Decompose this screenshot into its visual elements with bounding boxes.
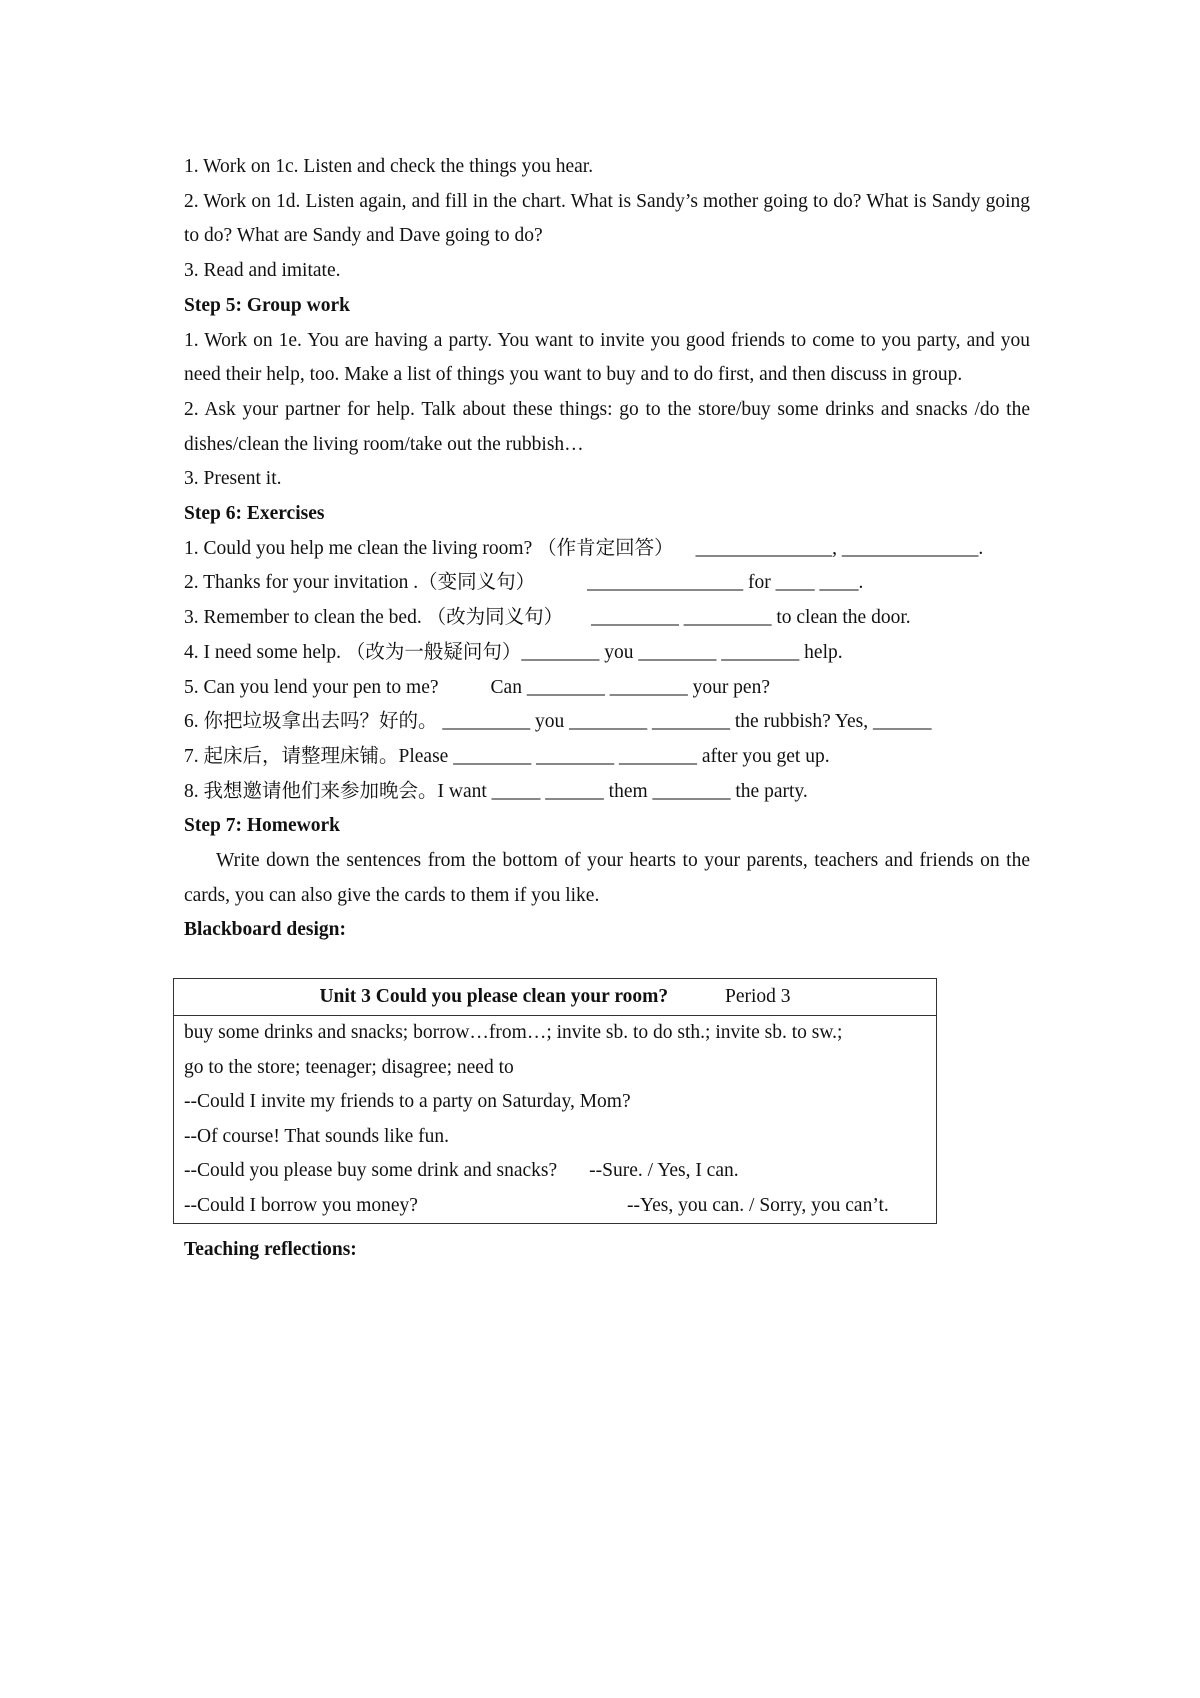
exercise-6: 6. 你把垃圾拿出去吗？好的。 _________ you ________ ________ the rubbish? Yes, ______ <box>184 711 932 733</box>
vocab-line-2: go to the store; teenager; disagree; need to <box>184 1056 514 1078</box>
step5-item-3: 3. Present it. <box>184 468 282 490</box>
homework-text: Write down the sentences from the bottom of your hearts to your parents, teachers and friends on the cards, you can also give the cards to them if you like. <box>184 850 1030 906</box>
dialog-pair-2-answer: --Yes, you can. / Sorry, you can’t. <box>627 1194 889 1216</box>
listen-item-3: 3. Read and imitate. <box>184 260 341 282</box>
exercise-8: 8. 我想邀请他们来参加晚会。I want _____ ______ them ________ the party. <box>184 780 808 802</box>
exercise-1-blanks: ______________, ______________. <box>695 537 984 559</box>
exercise-3-question: 3. Remember to clean the bed. （改为同义句） <box>184 607 564 629</box>
step6-heading: Step 6: Exercises <box>184 503 325 525</box>
vocab-line-1: buy some drinks and snacks; borrow…from…; invite sb. to do sth.; invite sb. to sw.; <box>184 1022 843 1043</box>
dialog-line-2: --Of course! That sounds like fun. <box>184 1125 449 1147</box>
exercise-5-blanks: Can ________ ________ your pen? <box>490 676 770 698</box>
exercise-5-question: 5. Can you lend your pen to me? <box>184 676 439 698</box>
exercise-4: 4. I need some help. （改为一般疑问句）________ you ________ ________ help. <box>184 641 843 663</box>
lesson-content <box>184 150 1030 948</box>
exercise-7: 7. 起床后，请整理床铺。Please ________ ________ ________ after you get up. <box>184 745 830 767</box>
blackboard-table-header <box>174 979 936 1016</box>
step5-item-1: 1. Work on 1e. You are having a party. You want to invite you good friends to come to you party, and you need their help, too. Make a list of things you want to buy and to do first, and then discuss in group. <box>184 329 1030 386</box>
exercise-3-blanks: _________ _________ to clean the door. <box>591 607 911 629</box>
dialog-pair-1 <box>184 1154 928 1189</box>
exercise-2 <box>184 566 1030 601</box>
blackboard-heading: Blackboard design: <box>184 919 346 941</box>
exercise-2-blanks: ________________ for ____ ____. <box>587 572 864 594</box>
listen-item-2: 2. Work on 1d. Listen again, and fill in the chart. What is Sandy’s mother going to do? What is Sandy going to do? What are Sandy and Dave going to do? <box>184 190 1030 247</box>
blackboard-table <box>173 978 937 1224</box>
dialog-pair-1-answer: --Sure. / Yes, I can. <box>589 1160 739 1181</box>
step7-heading: Step 7: Homework <box>184 815 340 837</box>
blackboard-table-body <box>174 1016 936 1223</box>
teaching-reflections-heading: Teaching reflections: <box>184 1239 357 1260</box>
exercise-5 <box>184 671 1030 706</box>
period-label: Period 3 <box>725 986 791 1007</box>
dialog-line-1: --Could I invite my friends to a party on Saturday, Mom? <box>184 1091 631 1112</box>
step5-item-2: 2. Ask your partner for help. Talk about these things: go to the store/buy some drinks and snacks /do the dishes/clean the living room/take out the rubbish… <box>184 398 1030 455</box>
unit-title: Unit 3 Could you please clean your room? <box>319 986 669 1007</box>
dialog-pair-2-question: --Could I borrow you money? <box>184 1194 418 1216</box>
exercise-1 <box>184 532 1030 567</box>
exercise-2-question: 2. Thanks for your invitation .（变同义句） <box>184 572 536 594</box>
exercise-1-question: 1. Could you help me clean the living room? （作肯定回答） <box>184 537 674 559</box>
dialog-pair-2 <box>184 1189 928 1224</box>
step5-heading: Step 5: Group work <box>184 294 350 316</box>
dialog-pair-1-question: --Could you please buy some drink and snacks? <box>184 1160 558 1181</box>
listen-item-1: 1. Work on 1c. Listen and check the things you hear. <box>184 156 594 177</box>
exercise-3 <box>184 601 1030 636</box>
